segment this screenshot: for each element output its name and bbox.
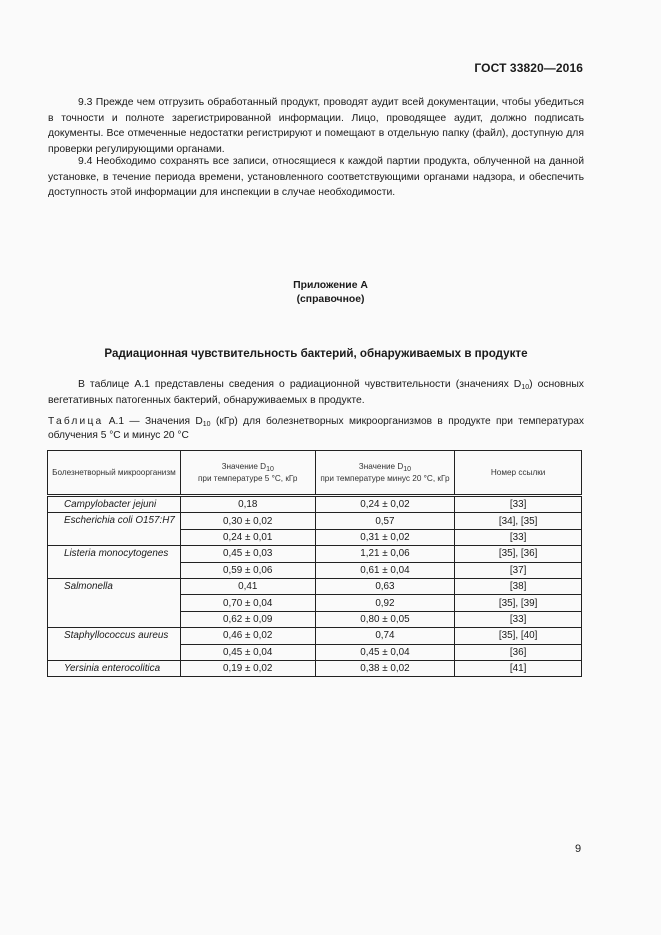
d10-5c-cell: 0,18 [180,496,315,513]
organism-cell: Yersinia enterocolitica [48,660,181,676]
d10-minus20c-cell: 0,63 [315,578,455,594]
paragraph-9-4: 9.4 Необходимо сохранять все записи, относящиеся к каждой партии продукта, облученной на данной установке, в течение периода времени, установленного соответствующими органами надзора, и обеспечить доступность этой информации для инспекции в случае необходимости. [48,156,584,199]
d10-5c-cell: 0,45 ± 0,03 [180,546,315,562]
d10-minus20c-cell: 0,74 [315,628,455,644]
standard-code: ГОСТ 33820—2016 [474,61,583,75]
reference-cell: [34], [35] [455,513,582,529]
table-row [48,513,582,529]
d10-minus20c-cell: 0,31 ± 0,02 [315,529,455,545]
paragraph-9-3: 9.3 Прежде чем отгрузить обработанный продукт, проводят аудит всей документации, чтобы убедиться в точности и полноте зарегистрированной информации. Лицо, проводящее аудит, должно подписать документы. Все отмеченные недостатки регистрируют и помещают в отдельную папку (файл), доступную для проверки регулирующими органами. [48,97,584,155]
caption-rest: (кГр) для болезнетворных микроорганизмов в продукте при температурах облучения 5 °С и минус 20 °С [48,416,584,441]
d10-5c-cell: 0,41 [180,578,315,594]
d10-minus20c-cell: 0,80 ± 0,05 [315,611,455,627]
page-number: 9 [575,843,582,855]
appendix-type: (справочное) [296,294,365,305]
intro-text-after: ) основных вегетативных патогенных бактерий, обнаруживаемых в продукте. [48,379,584,406]
d10-5c-cell: 0,59 ± 0,06 [180,562,315,578]
d10-minus20c-cell: 1,21 ± 0,06 [315,546,455,562]
d10-minus20c-cell: 0,24 ± 0,02 [315,496,455,513]
d10-5c-cell: 0,30 ± 0,02 [180,513,315,529]
table-row [48,628,582,644]
d10-5c-cell: 0,19 ± 0,02 [180,660,315,676]
reference-cell: [41] [455,660,582,676]
d10-5c-cell: 0,45 ± 0,04 [180,644,315,660]
d10-5c-cell: 0,24 ± 0,01 [180,529,315,545]
appendix-label: Приложение А [293,280,368,291]
d10-minus20c-cell: 0,57 [315,513,455,529]
table-row [48,496,582,513]
d10-5c-cell: 0,46 ± 0,02 [180,628,315,644]
table-row [48,660,582,676]
reference-cell: [35], [39] [455,595,582,611]
organism-cell: Salmonella [48,578,181,627]
reference-cell: [35], [36] [455,546,582,562]
header-d10-minus20c: Значение $D_{10}$ при температуре минус 20 °С, кГр [315,451,455,496]
table-header-row [48,451,582,496]
d10-minus20c-cell: 0,61 ± 0,04 [315,562,455,578]
organism-cell: Staphyllococcus aureus [48,628,181,661]
organism-cell: Escherichia coli O157:H7 [48,513,181,546]
reference-cell: [33] [455,496,582,513]
reference-cell: [35], [40] [455,628,582,644]
organism-cell: Campylobacter jejuni [48,496,181,513]
intro-text-before: В таблице А.1 представлены сведения о радиационной чувствительности (значениях D [78,379,522,390]
reference-cell: [37] [455,562,582,578]
intro-subscript: 10 [521,384,530,391]
organism-cell: Listeria monocytogenes [48,546,181,579]
d10-values-table [47,450,582,677]
reference-cell: [36] [455,644,582,660]
caption-number: А.1 — Значения D [108,416,203,427]
d10-5c-cell: 0,70 ± 0,04 [180,595,315,611]
table-row [48,546,582,562]
header-d10-5c: Значение $D_{10}$ при температуре 5 °С, кГр [180,451,315,496]
appendix-intro [48,377,584,408]
header-organism: Болезнетворный микроорганизм [48,451,181,496]
caption-subscript: 10 [202,421,211,428]
reference-cell: [38] [455,578,582,594]
appendix-title: Радиационная чувствительность бактерий, обнаруживаемых в продукте [104,347,528,360]
appendix-heading [0,279,661,307]
reference-cell: [33] [455,611,582,627]
d10-minus20c-cell: 0,45 ± 0,04 [315,644,455,660]
reference-cell: [33] [455,529,582,545]
caption-label: Таблица [48,416,104,427]
d10-minus20c-cell: 0,92 [315,595,455,611]
header-reference: Номер ссылки [455,451,582,496]
d10-5c-cell: 0,62 ± 0,09 [180,611,315,627]
table-row [48,578,582,594]
d10-minus20c-cell: 0,38 ± 0,02 [315,660,455,676]
table-caption [48,415,584,443]
